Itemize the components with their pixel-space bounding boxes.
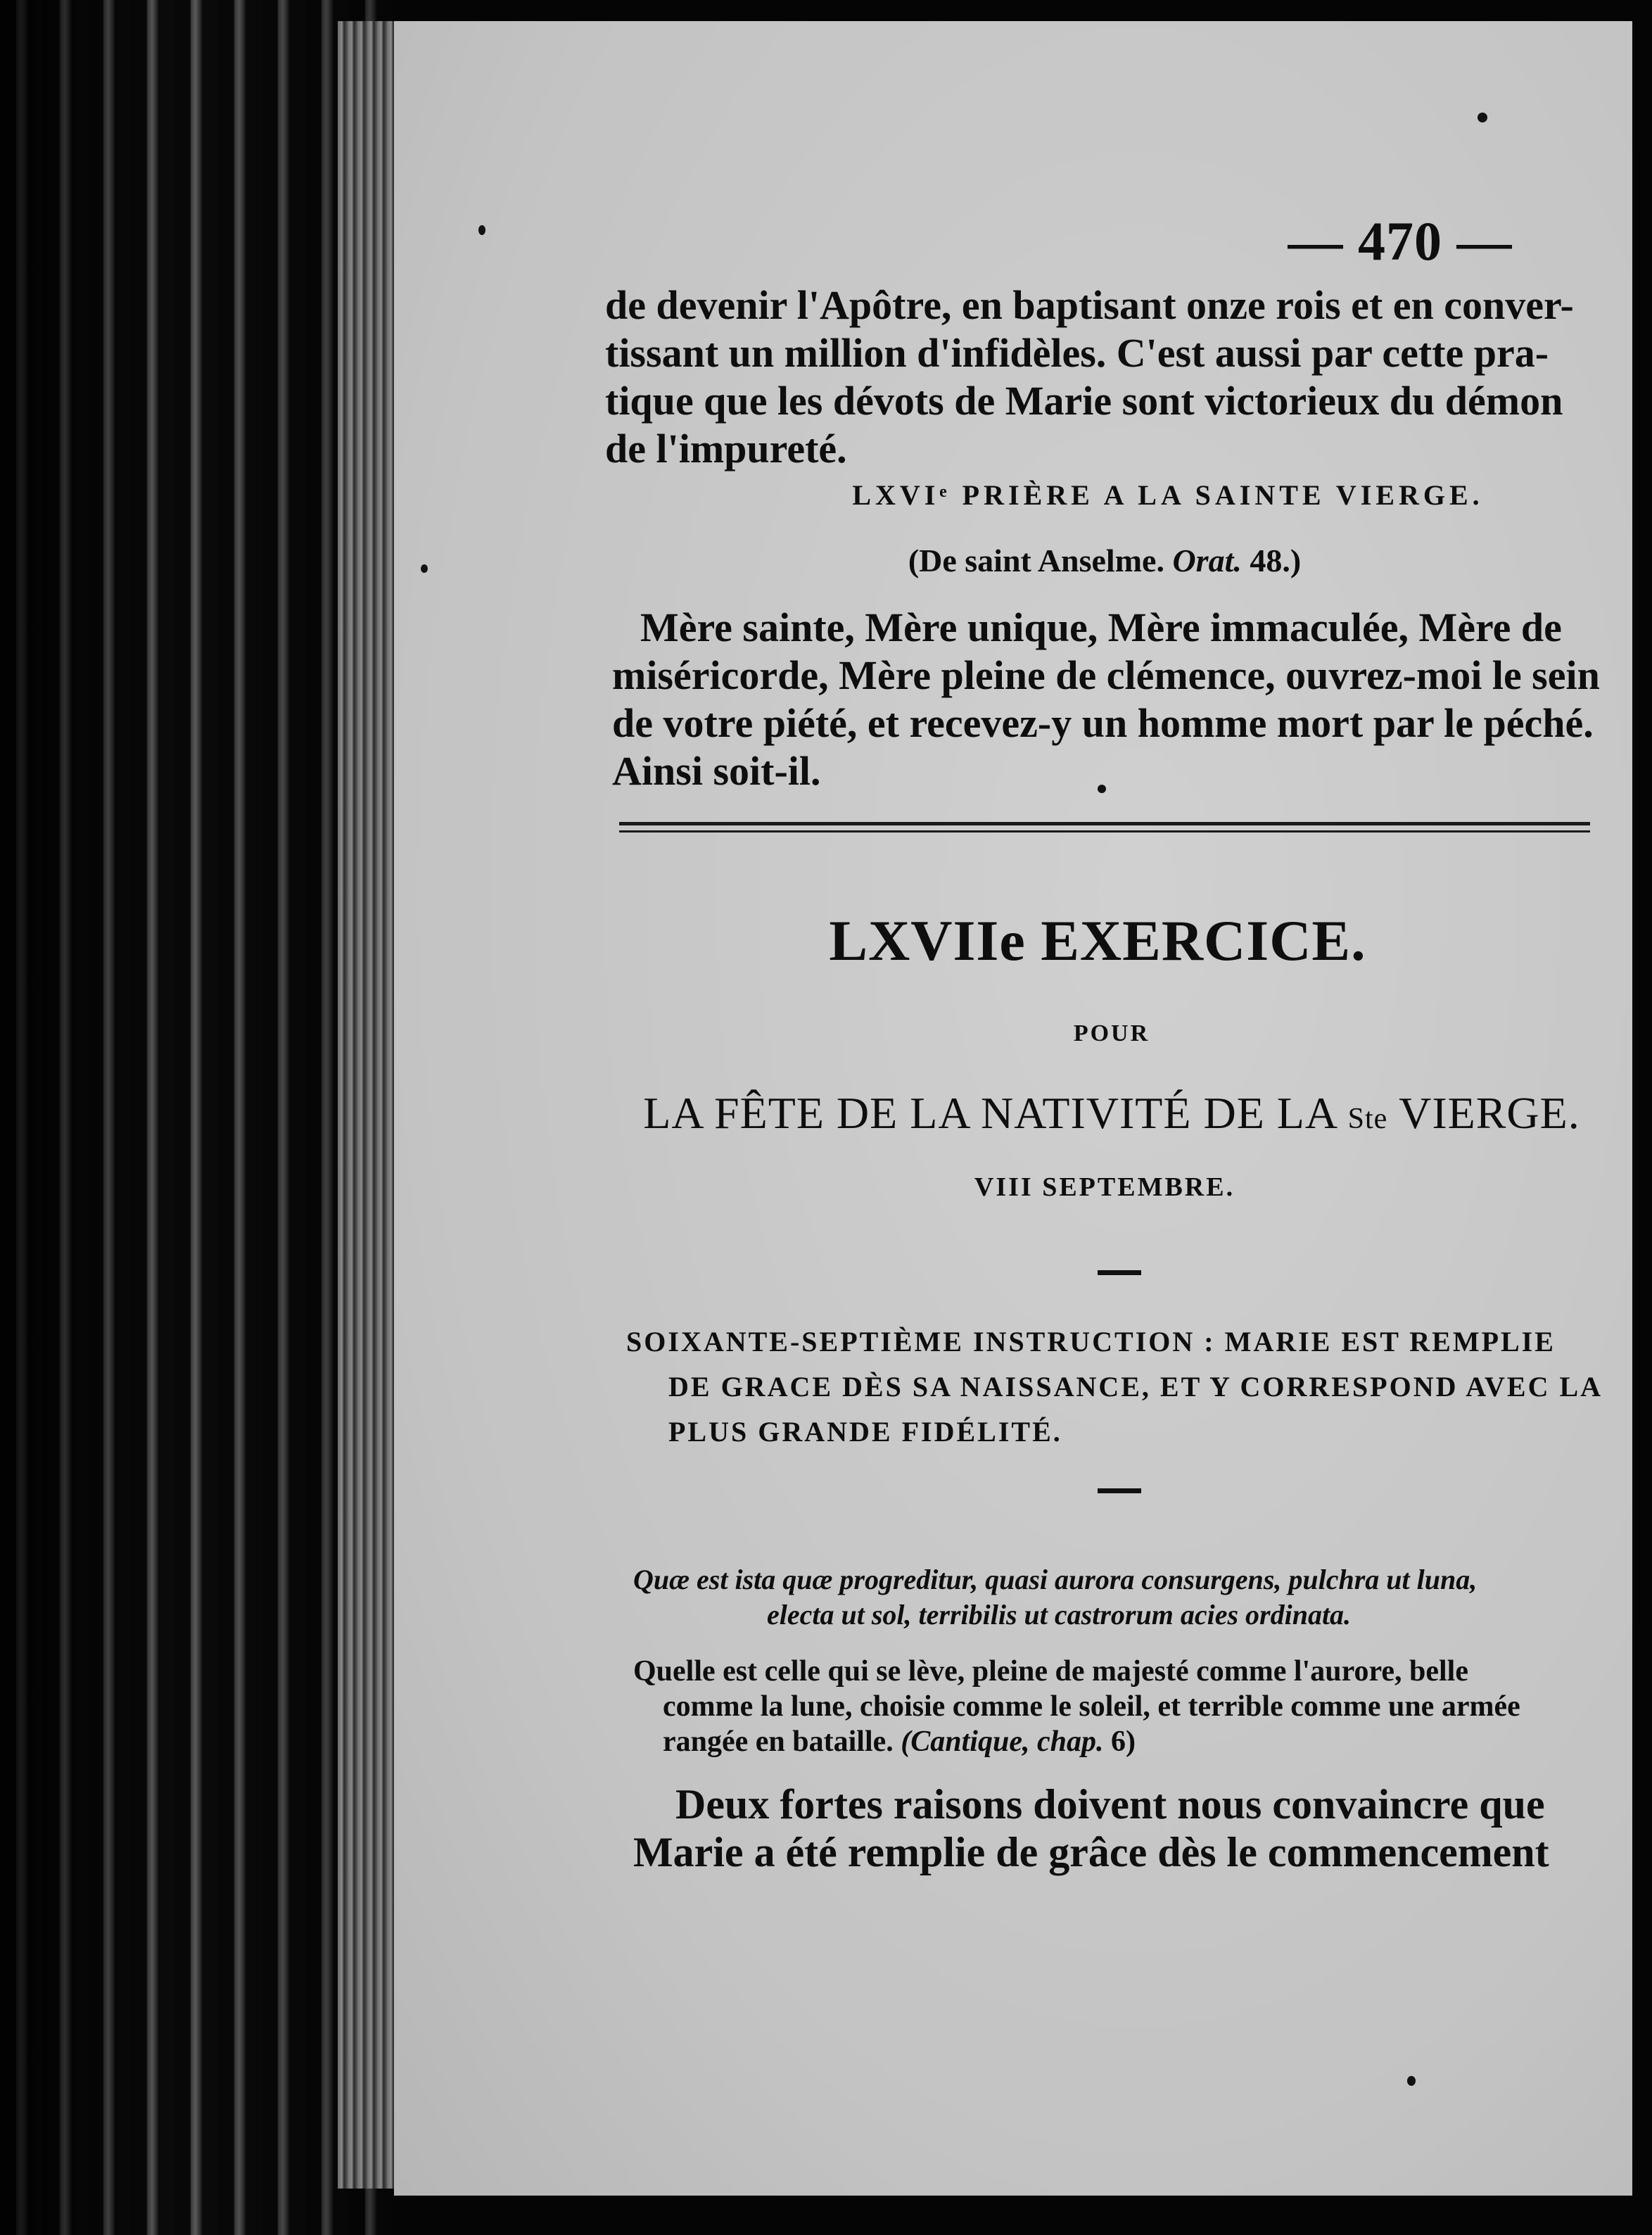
prayer-source <box>908 542 1301 579</box>
scan-speck <box>1098 785 1106 793</box>
prayer-line: Mère sainte, Mère unique, Mère immaculée, Mère de <box>640 604 1562 650</box>
prayer-heading: LXVIᵉ PRIÈRE A LA SAINTE VIERGE. <box>852 479 1484 511</box>
page-number: — 470 — <box>1288 210 1513 272</box>
subtitle-ste: Ste <box>1347 1103 1388 1135</box>
body-line: Marie a été remplie de grâce dès le commencement <box>633 1829 1549 1875</box>
body-paragraph <box>633 1780 1549 1876</box>
book-binding-edge <box>0 0 394 2235</box>
french-line: Quelle est celle qui se lève, pleine de majesté comme l'aurore, belle <box>633 1655 1468 1688</box>
french-line-end: 6) <box>1110 1726 1136 1758</box>
subtitle-main: LA FÊTE DE LA NATIVITÉ DE LA <box>643 1088 1336 1138</box>
scan-speck <box>478 225 485 235</box>
section-divider-bottom <box>619 830 1590 832</box>
french-line-ref: (Cantique, chap. <box>901 1726 1104 1758</box>
exercise-date: VIII SEPTEMBRE. <box>974 1172 1235 1202</box>
epigraph-french <box>633 1654 1520 1759</box>
source-ref: Orat. <box>1172 543 1242 578</box>
text-line: de devenir l'Apôtre, en baptisant onze rois et en conver- <box>605 282 1574 328</box>
source-suffix: 48.) <box>1250 543 1302 578</box>
separator-dash <box>1098 1488 1141 1493</box>
scan-speck <box>421 564 428 573</box>
book-page <box>394 21 1632 2196</box>
prayer-text <box>612 604 1600 795</box>
text-line: de l'impureté. <box>605 426 847 471</box>
french-line-start: rangée en bataille. <box>663 1726 894 1758</box>
body-line: Deux fortes raisons doivent nous convaincre que <box>675 1781 1545 1828</box>
subtitle-end: VIERGE. <box>1399 1088 1580 1138</box>
section-divider-top <box>619 822 1590 825</box>
exercise-title: LXVIIe EXERCICE. <box>829 908 1366 973</box>
latin-line: electa ut sol, terribilis ut castrorum acies ordinata. <box>767 1599 1352 1631</box>
prayer-line: Ainsi soit-il. <box>612 748 821 794</box>
exercise-subtitle <box>643 1087 1580 1139</box>
epigraph-latin <box>633 1562 1477 1633</box>
latin-line: Quæ est ista quæ progreditur, quasi aurora consurgens, pulchra ut luna, <box>633 1564 1478 1595</box>
instruction-line: PLUS GRANDE FIDÉLITÉ. <box>668 1416 1062 1448</box>
instruction-line: SOIXANTE-SEPTIÈME INSTRUCTION : MARIE EST REMPLIE <box>626 1326 1556 1357</box>
text-line: tique que les dévots de Marie sont victorieux du démon <box>605 378 1563 424</box>
source-prefix: (De saint Anselme. <box>908 543 1164 578</box>
exercise-pour: POUR <box>1073 1020 1150 1046</box>
instruction-line: DE GRACE DÈS SA NAISSANCE, ET Y CORRESPOND AVEC LA <box>668 1371 1603 1403</box>
continuation-paragraph <box>605 281 1574 473</box>
instruction-heading <box>626 1319 1603 1455</box>
separator-dash <box>1098 1270 1141 1275</box>
scan-speck <box>1478 113 1487 122</box>
french-line-3 <box>633 1724 1520 1759</box>
text-line: tissant un million d'infidèles. C'est aussi par cette pra- <box>605 330 1549 376</box>
scan-speck <box>1407 2076 1416 2086</box>
prayer-line: de votre piété, et recevez-y un homme mort par le péché. <box>612 700 1594 746</box>
french-line: comme la lune, choisie comme le soleil, et terrible comme une armée <box>663 1690 1520 1723</box>
prayer-line: miséricorde, Mère pleine de clémence, ouvrez-moi le sein <box>612 652 1600 698</box>
